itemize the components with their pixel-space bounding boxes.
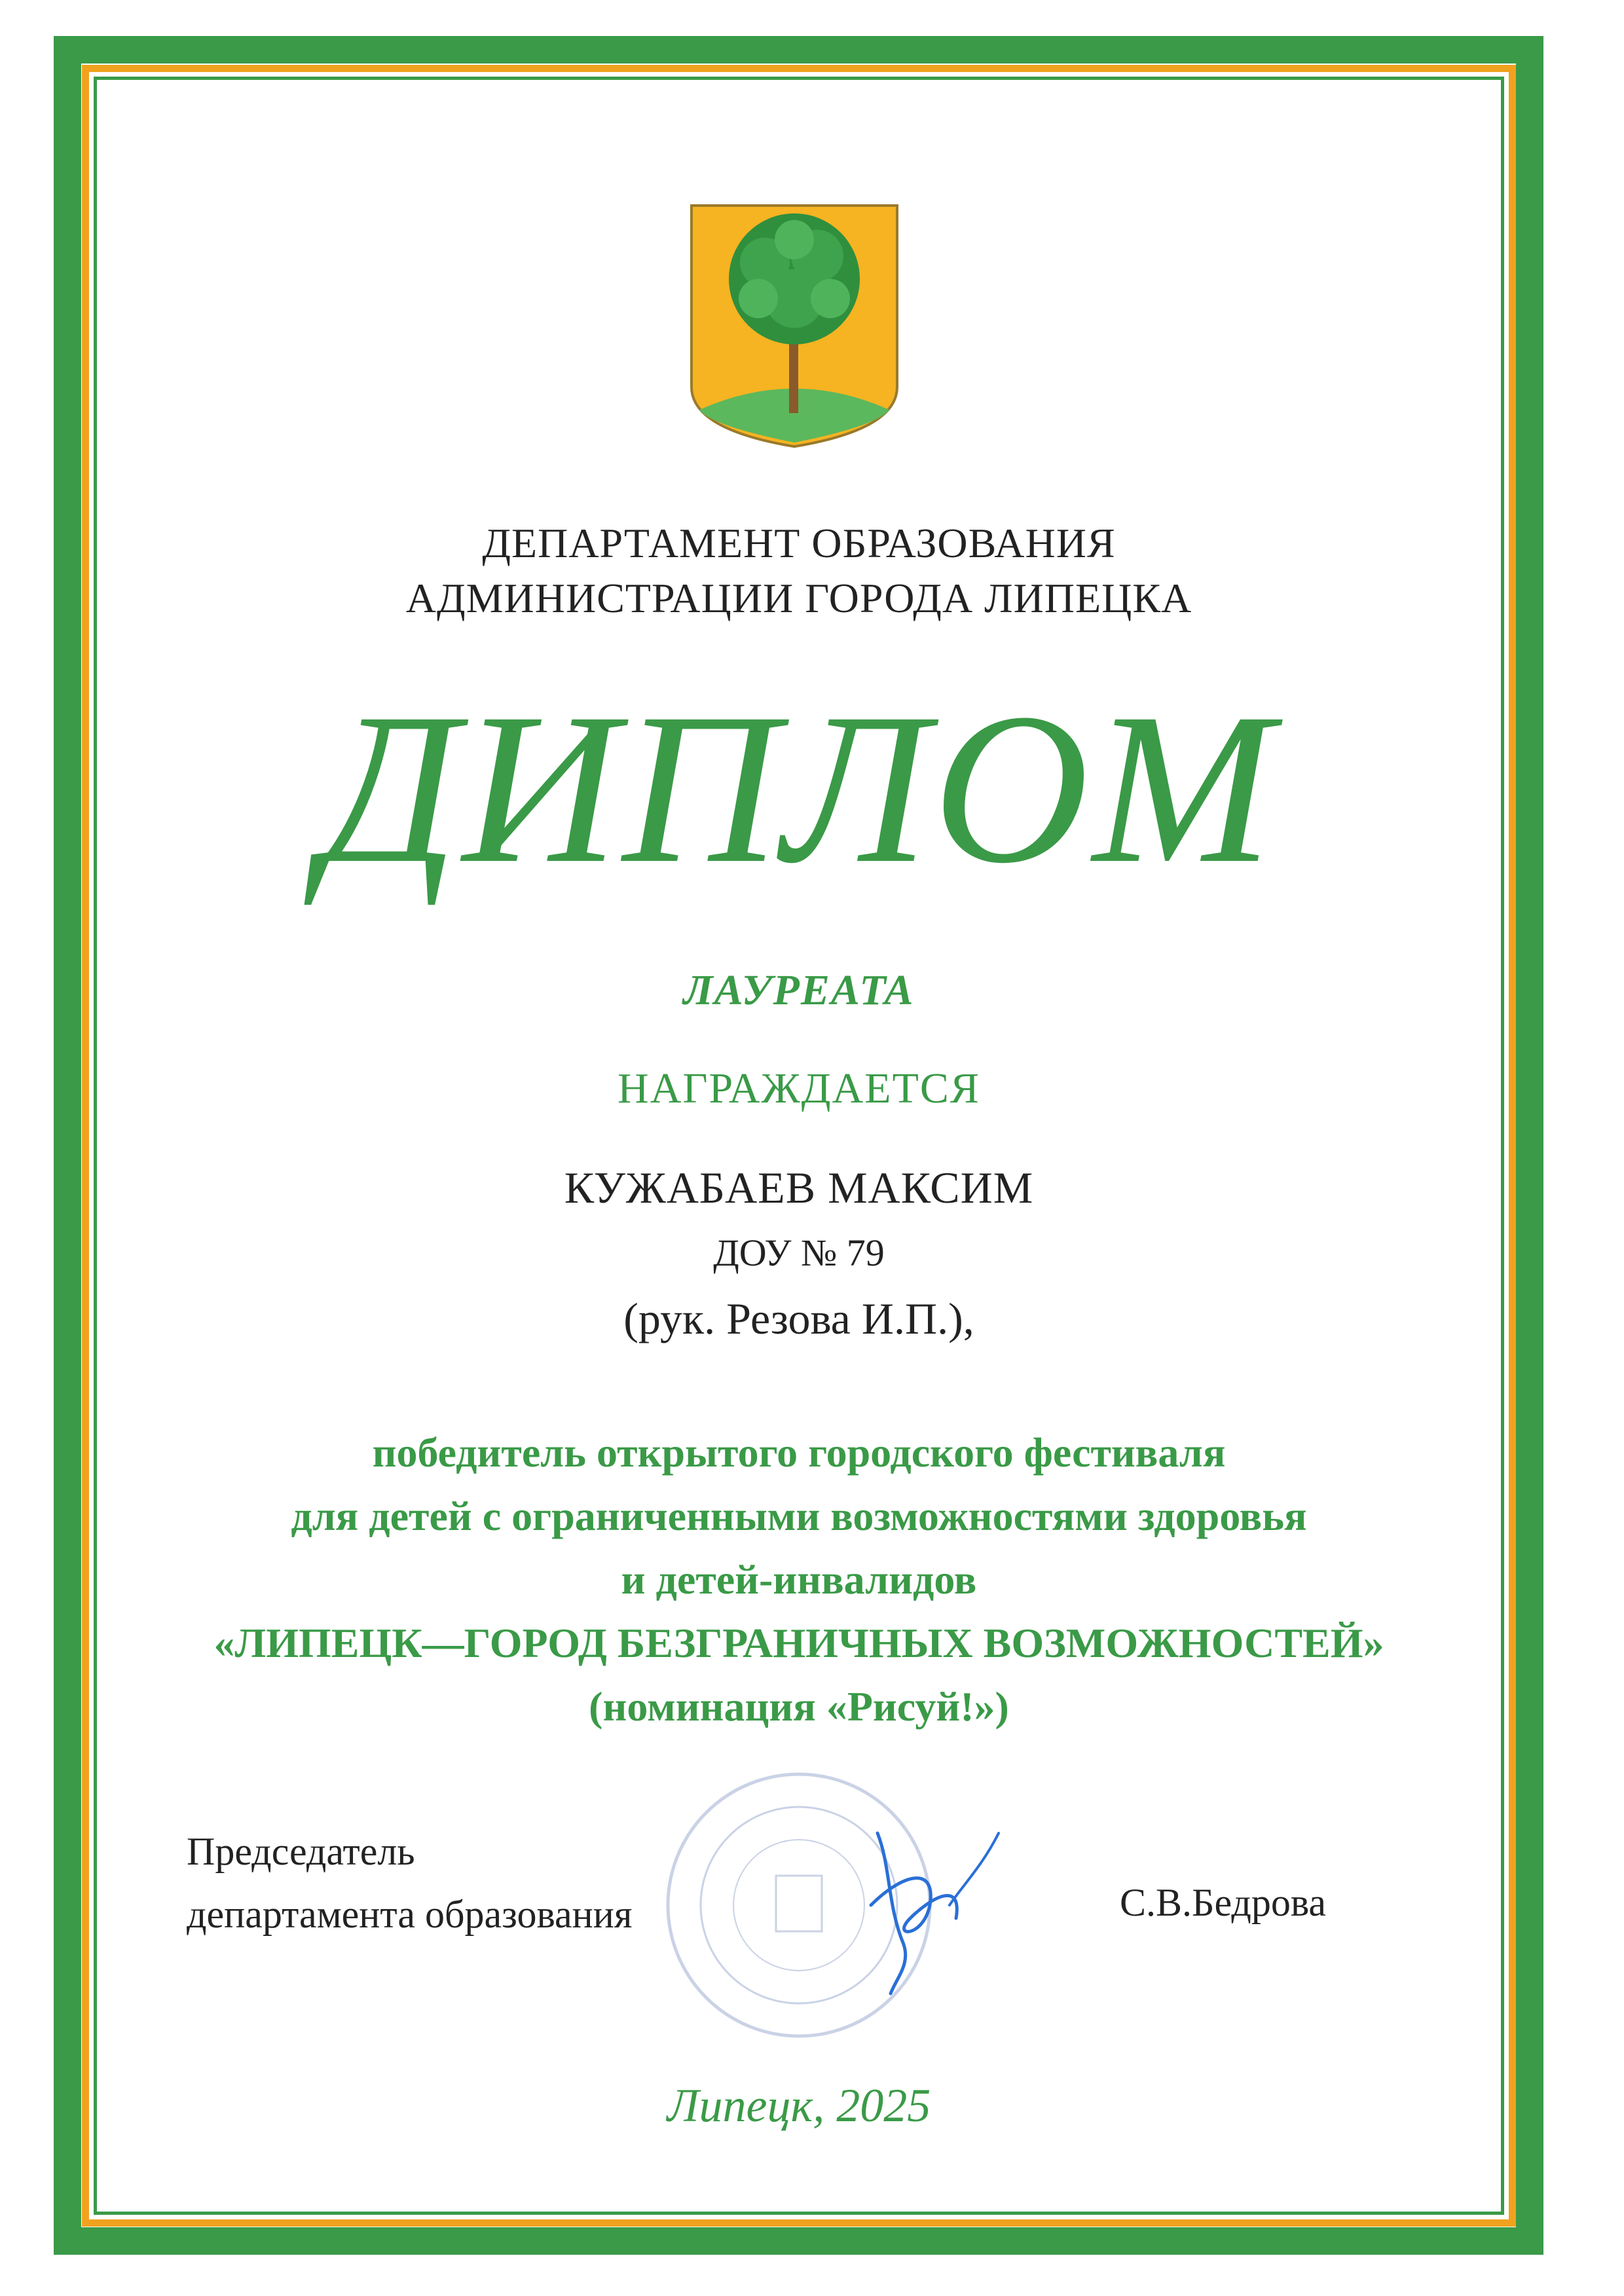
- position-line-1: Председатель: [187, 1830, 415, 1873]
- recipient-organization: ДОУ № 79: [713, 1231, 885, 1274]
- description-line-5: (номинация «Рисуй!»): [589, 1683, 1009, 1730]
- description-line-4: «ЛИПЕЦК—ГОРОД БЕЗГРАНИЧНЫХ ВОЗМОЖНОСТЕЙ»: [213, 1620, 1384, 1666]
- diploma-title: ДИПЛОМ: [321, 669, 1277, 908]
- signer-name: С.В.Бедрова: [1120, 1881, 1327, 1924]
- position-line-2: департамента образования: [187, 1893, 633, 1936]
- signatory-position: [187, 1820, 632, 1946]
- description-line-2: для детей с ограниченными возможностями здоровья: [291, 1493, 1307, 1539]
- description-line-1: победитель открытого городского фестиваля: [372, 1429, 1226, 1476]
- department-line-2: АДМИНИСТРАЦИИ ГОРОДА ЛИПЕЦКА: [405, 575, 1192, 621]
- department-name: [131, 516, 1467, 626]
- recipient-supervisor: (рук. Резова И.П.),: [623, 1294, 974, 1343]
- coat-of-arms-emblem-icon: [686, 200, 902, 450]
- laureate-label: ЛАУРЕАТА: [683, 966, 915, 1014]
- description-line-3: и детей-инвалидов: [621, 1556, 977, 1603]
- department-line-1: ДЕПАРТАМЕНТ ОБРАЗОВАНИЯ: [482, 520, 1116, 566]
- handwritten-signature-icon: [851, 1807, 1008, 2003]
- recipient-name: КУЖАБАЕВ МАКСИМ: [564, 1163, 1034, 1212]
- award-description: [131, 1421, 1467, 1738]
- awarded-label: НАГРАЖДАЕТСЯ: [618, 1065, 980, 1112]
- city-and-year: Липецк, 2025: [667, 2079, 931, 2132]
